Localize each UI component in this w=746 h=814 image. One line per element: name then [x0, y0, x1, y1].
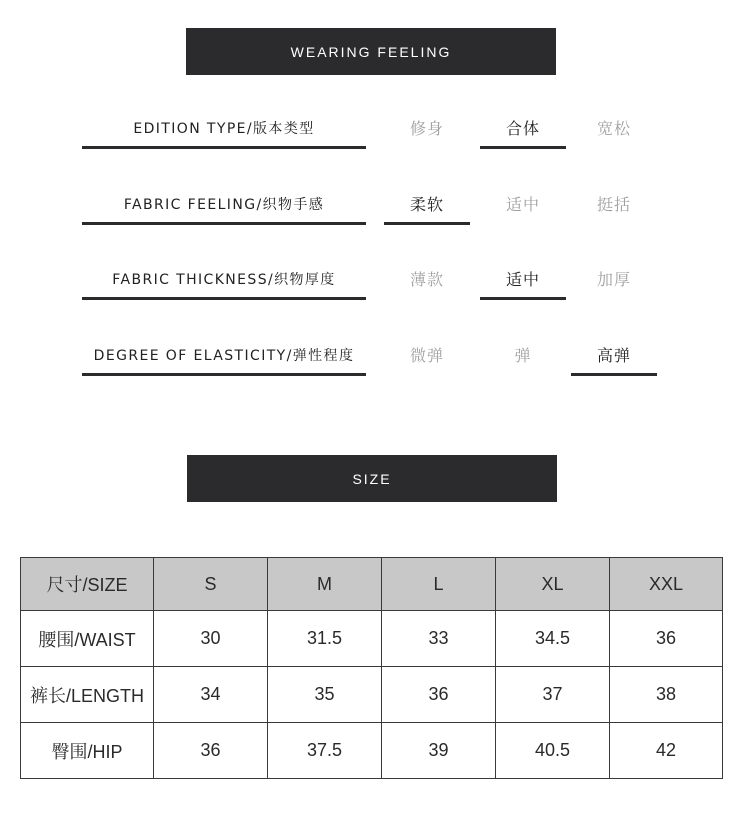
- row-label: 裤长/LENGTH: [21, 667, 154, 723]
- attr-option-selected: 适中: [480, 269, 566, 300]
- attr-label: FABRIC THICKNESS/织物厚度: [82, 269, 366, 300]
- header-cell-xl: XL: [496, 558, 610, 611]
- attr-row-fabric-thickness: [0, 269, 746, 319]
- table-cell: 39: [382, 723, 496, 779]
- attr-option: 薄款: [409, 270, 444, 289]
- header-cell-s: S: [154, 558, 268, 611]
- attr-option: 加厚: [596, 270, 631, 289]
- wearing-feeling-banner: [186, 28, 556, 75]
- table-cell: 31.5: [268, 611, 382, 667]
- table-row-hip: [21, 723, 723, 779]
- table-cell: 34: [154, 667, 268, 723]
- attr-option: 挺括: [596, 195, 631, 214]
- header-cell-xxl: XXL: [610, 558, 723, 611]
- table-cell: 36: [610, 611, 723, 667]
- size-banner: [187, 455, 557, 502]
- attr-option: 宽松: [596, 119, 631, 138]
- table-cell: 40.5: [496, 723, 610, 779]
- table-row-waist: [21, 611, 723, 667]
- table-row-length: [21, 667, 723, 723]
- size-table: [20, 557, 723, 779]
- header-cell-l: L: [382, 558, 496, 611]
- table-cell: 37.5: [268, 723, 382, 779]
- row-label: 臀围/HIP: [21, 723, 154, 779]
- attr-option: 弹: [514, 346, 532, 365]
- attr-option: 修身: [409, 119, 444, 138]
- table-cell: 35: [268, 667, 382, 723]
- table-cell: 36: [154, 723, 268, 779]
- table-cell: 37: [496, 667, 610, 723]
- attr-label: FABRIC FEELING/织物手感: [82, 194, 366, 225]
- attr-option-selected: 合体: [480, 118, 566, 149]
- table-cell: 38: [610, 667, 723, 723]
- size-title: SIZE: [352, 470, 392, 487]
- attr-option: 适中: [505, 195, 540, 214]
- table-cell: 36: [382, 667, 496, 723]
- attr-option-selected: 柔软: [384, 194, 470, 225]
- row-label: 腰围/WAIST: [21, 611, 154, 667]
- attr-row-edition-type: [0, 118, 746, 168]
- header-cell-size-label: 尺寸/SIZE: [21, 558, 154, 611]
- attr-option-selected: 高弹: [571, 345, 657, 376]
- attr-option: 微弹: [409, 346, 444, 365]
- wearing-feeling-title: WEARING FEELING: [290, 43, 452, 60]
- table-cell: 33: [382, 611, 496, 667]
- attr-label: DEGREE OF ELASTICITY/弹性程度: [82, 345, 366, 376]
- table-cell: 30: [154, 611, 268, 667]
- table-cell: 34.5: [496, 611, 610, 667]
- table-cell: 42: [610, 723, 723, 779]
- attr-row-fabric-feeling: [0, 194, 746, 244]
- header-cell-m: M: [268, 558, 382, 611]
- size-table-header-row: [21, 558, 723, 611]
- attr-label: EDITION TYPE/版本类型: [82, 118, 366, 149]
- attr-row-elasticity: [0, 345, 746, 395]
